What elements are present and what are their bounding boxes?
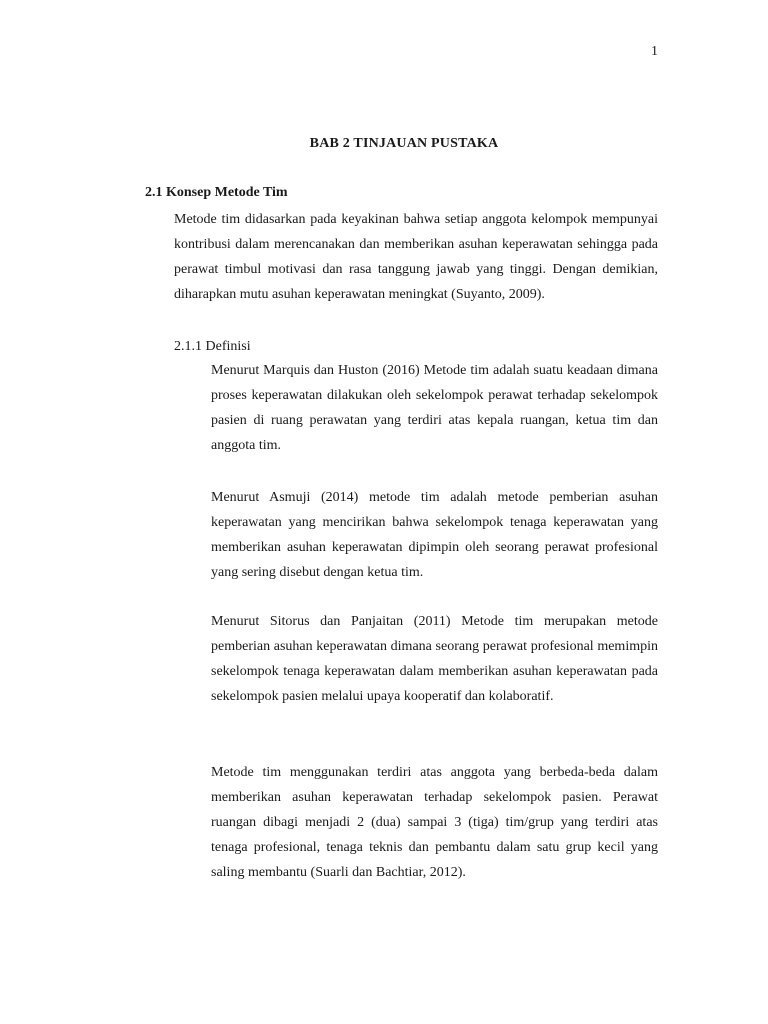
definition-paragraph-1: Menurut Marquis dan Huston (2016) Metode tim adalah suatu keadaan dimana proses keperawatan dilakukan oleh sekelompok perawat terhadap sekelompok pasien di ruang perawatan yang terdiri atas kepala ruangan, ketua tim dan anggota tim. bbox=[211, 363, 658, 453]
section-heading: 2.1 Konsep Metode Tim bbox=[145, 185, 288, 200]
chapter-title: BAB 2 TINJAUAN PUSTAKA bbox=[309, 136, 499, 151]
definition-paragraph-2: Menurut Asmuji (2014) metode tim adalah metode pemberian asuhan keperawatan yang mencirikan bahwa sekelompok tenaga keperawatan yang memberikan asuhan keperawatan dipimpin oleh seorang perawat profesional yang sering disebut dengan ketua tim. bbox=[211, 490, 658, 580]
subsection-heading: 2.1.1 Definisi bbox=[174, 339, 251, 354]
definition-paragraph-3: Menurut Sitorus dan Panjaitan (2011) Metode tim merupakan metode pemberian asuhan keperawatan dimana seorang perawat profesional memimpin sekelompok tenaga keperawatan dalam memberikan asuhan keperawatan pada sekelompok pasien melalui upaya kooperatif dan kolaboratif. bbox=[211, 614, 658, 704]
definition-paragraph-4: Metode tim menggunakan terdiri atas anggota yang berbeda-beda dalam memberikan asuhan keperawatan terhadap sekelompok pasien. Perawat ruangan dibagi menjadi 2 (dua) sampai 3 (tiga) tim/grup yang terdiri atas tenaga profesional, tenaga teknis dan pembantu dalam satu grup kecil yang saling membantu (Suarli dan Bachtiar, 2012). bbox=[211, 765, 658, 880]
page-number: 1 bbox=[651, 44, 658, 59]
section-intro-paragraph: Metode tim didasarkan pada keyakinan bahwa setiap anggota kelompok mempunyai kontribusi dalam merencanakan dan memberikan asuhan keperawatan sehingga pada perawat timbul motivasi dan rasa tanggung jawab yang tinggi. Dengan demikian, diharapkan mutu asuhan keperawatan meningkat (Suyanto, 2009). bbox=[174, 212, 658, 302]
